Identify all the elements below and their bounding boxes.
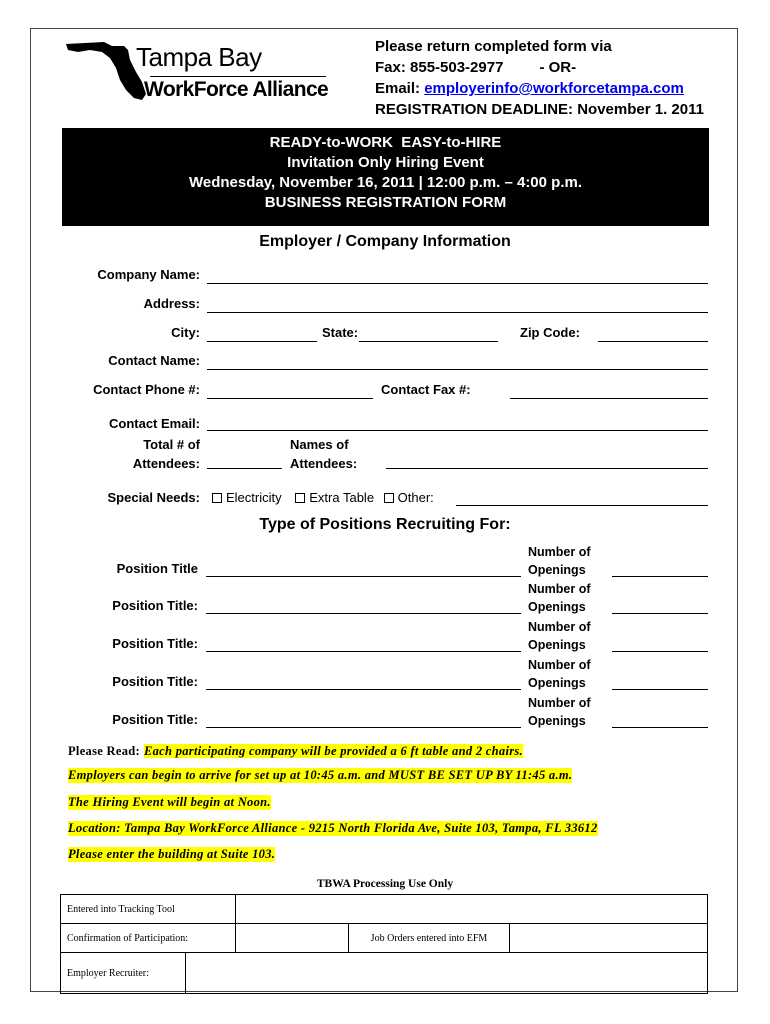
or-label: - OR-	[539, 59, 577, 76]
confirmation-field[interactable]	[236, 924, 349, 953]
address-label: Address:	[143, 296, 200, 311]
event-banner	[62, 128, 709, 226]
tracking-tool-field[interactable]	[236, 895, 708, 924]
extra-table-label: Extra Table	[309, 490, 375, 505]
position-title-label: Position Title:	[112, 712, 198, 727]
position-title-field[interactable]	[206, 727, 521, 728]
zip-label: Zip Code:	[520, 325, 580, 340]
extra-table-checkbox[interactable]	[295, 493, 305, 503]
banner-line-3: Wednesday, November 16, 2011 | 12:00 p.m. – 4:00 p.m.	[189, 174, 582, 191]
note-location: Location: Tampa Bay WorkForce Alliance - 9215 North Florida Ave, Suite 103, Tampa, FL 33612	[68, 821, 598, 835]
special-needs-options	[212, 490, 434, 505]
employer-section-heading: Employer / Company Information	[259, 233, 511, 250]
banner-line-4: BUSINESS REGISTRATION FORM	[264, 194, 507, 211]
number-of-openings-field[interactable]	[612, 651, 708, 652]
position-title-field[interactable]	[206, 613, 521, 614]
employer-recruiter-field[interactable]	[186, 953, 707, 993]
position-title-label: Position Title:	[112, 674, 198, 689]
special-needs-label: Special Needs:	[107, 490, 200, 505]
job-orders-label: Job Orders entered into EFM	[349, 924, 510, 953]
logo-text-bottom: WorkForce Alliance	[144, 78, 329, 101]
note-start-time: The Hiring Event will begin at Noon.	[68, 795, 271, 809]
city-field[interactable]	[207, 341, 317, 342]
state-field[interactable]	[359, 341, 498, 342]
total-attendees-label: Total # of Attendees:	[132, 437, 200, 471]
contact-phone-field[interactable]	[207, 398, 373, 399]
tracking-tool-label: Entered into Tracking Tool	[61, 895, 236, 924]
processing-table	[60, 894, 708, 994]
number-of-openings-label: Number of Openings	[528, 696, 591, 728]
position-title-label: Position Title:	[112, 636, 198, 651]
electricity-label: Electricity	[226, 490, 282, 505]
contact-email-label: Contact Email:	[108, 416, 200, 431]
registration-deadline: REGISTRATION DEADLINE: November 1. 2011	[375, 101, 704, 118]
confirmation-label: Confirmation of Participation:	[61, 924, 236, 953]
city-label: City:	[171, 325, 200, 340]
contact-fax-label: Contact Fax #:	[381, 382, 471, 397]
number-of-openings-label: Number of Openings	[528, 545, 591, 577]
zip-field[interactable]	[598, 341, 708, 342]
contact-name-field[interactable]	[207, 369, 708, 370]
processing-title: TBWA Processing Use Only	[316, 878, 454, 890]
number-of-openings-label: Number of Openings	[528, 658, 591, 690]
address-field[interactable]	[207, 312, 708, 313]
banner-line-2: Invitation Only Hiring Event	[287, 154, 484, 171]
logo-text-top: Tampa Bay	[136, 42, 262, 72]
employer-recruiter-label: Employer Recruiter:	[61, 953, 186, 993]
fax-number: Fax: 855-503-2977	[375, 59, 504, 76]
number-of-openings-field[interactable]	[612, 727, 708, 728]
names-attendees-label: Names of Attendees:	[290, 437, 358, 471]
company-name-field[interactable]	[207, 283, 708, 284]
electricity-checkbox[interactable]	[212, 493, 222, 503]
logo	[64, 38, 334, 108]
return-instructions	[375, 36, 704, 120]
employer-recruiter-row	[61, 953, 708, 994]
contact-fax-field[interactable]	[510, 398, 708, 399]
position-title-label: Position Title	[116, 561, 198, 576]
contact-name-label: Contact Name:	[108, 353, 200, 368]
total-attendees-field[interactable]	[207, 468, 282, 469]
position-title-label: Position Title:	[112, 598, 198, 613]
company-name-label: Company Name:	[97, 267, 200, 282]
other-label: Other:	[397, 490, 434, 505]
names-attendees-field[interactable]	[386, 468, 708, 469]
number-of-openings-label: Number of Openings	[528, 582, 591, 614]
number-of-openings-field[interactable]	[612, 576, 708, 577]
please-read-label: Please Read:	[68, 744, 140, 758]
note-table-chairs: Each participating company will be provided a 6 ft table and 2 chairs.	[143, 744, 523, 758]
email-link[interactable]: employerinfo@workforcetampa.com	[424, 80, 684, 97]
position-title-field[interactable]	[206, 689, 521, 690]
contact-email-field[interactable]	[207, 430, 708, 431]
state-label: State:	[322, 325, 359, 340]
number-of-openings-field[interactable]	[612, 689, 708, 690]
number-of-openings-field[interactable]	[612, 613, 708, 614]
job-orders-field[interactable]	[510, 924, 708, 953]
email-prefix: Email:	[375, 80, 421, 97]
note-entrance: Please enter the building at Suite 103.	[68, 847, 276, 861]
position-title-field[interactable]	[206, 651, 521, 652]
position-title-field[interactable]	[206, 576, 521, 577]
other-checkbox[interactable]	[384, 493, 394, 503]
number-of-openings-label: Number of Openings	[528, 620, 591, 652]
contact-phone-label: Contact Phone #:	[93, 382, 200, 397]
note-setup-time: Employers can begin to arrive for set up at 10:45 a.m. and MUST BE SET UP BY 11:45 a.m.	[68, 768, 573, 782]
banner-line-1: READY-to-WORK EASY-to-HIRE	[269, 134, 502, 151]
other-needs-field[interactable]	[456, 505, 708, 506]
return-line: Please return completed form via	[375, 38, 612, 55]
positions-heading: Type of Positions Recruiting For:	[259, 516, 511, 533]
